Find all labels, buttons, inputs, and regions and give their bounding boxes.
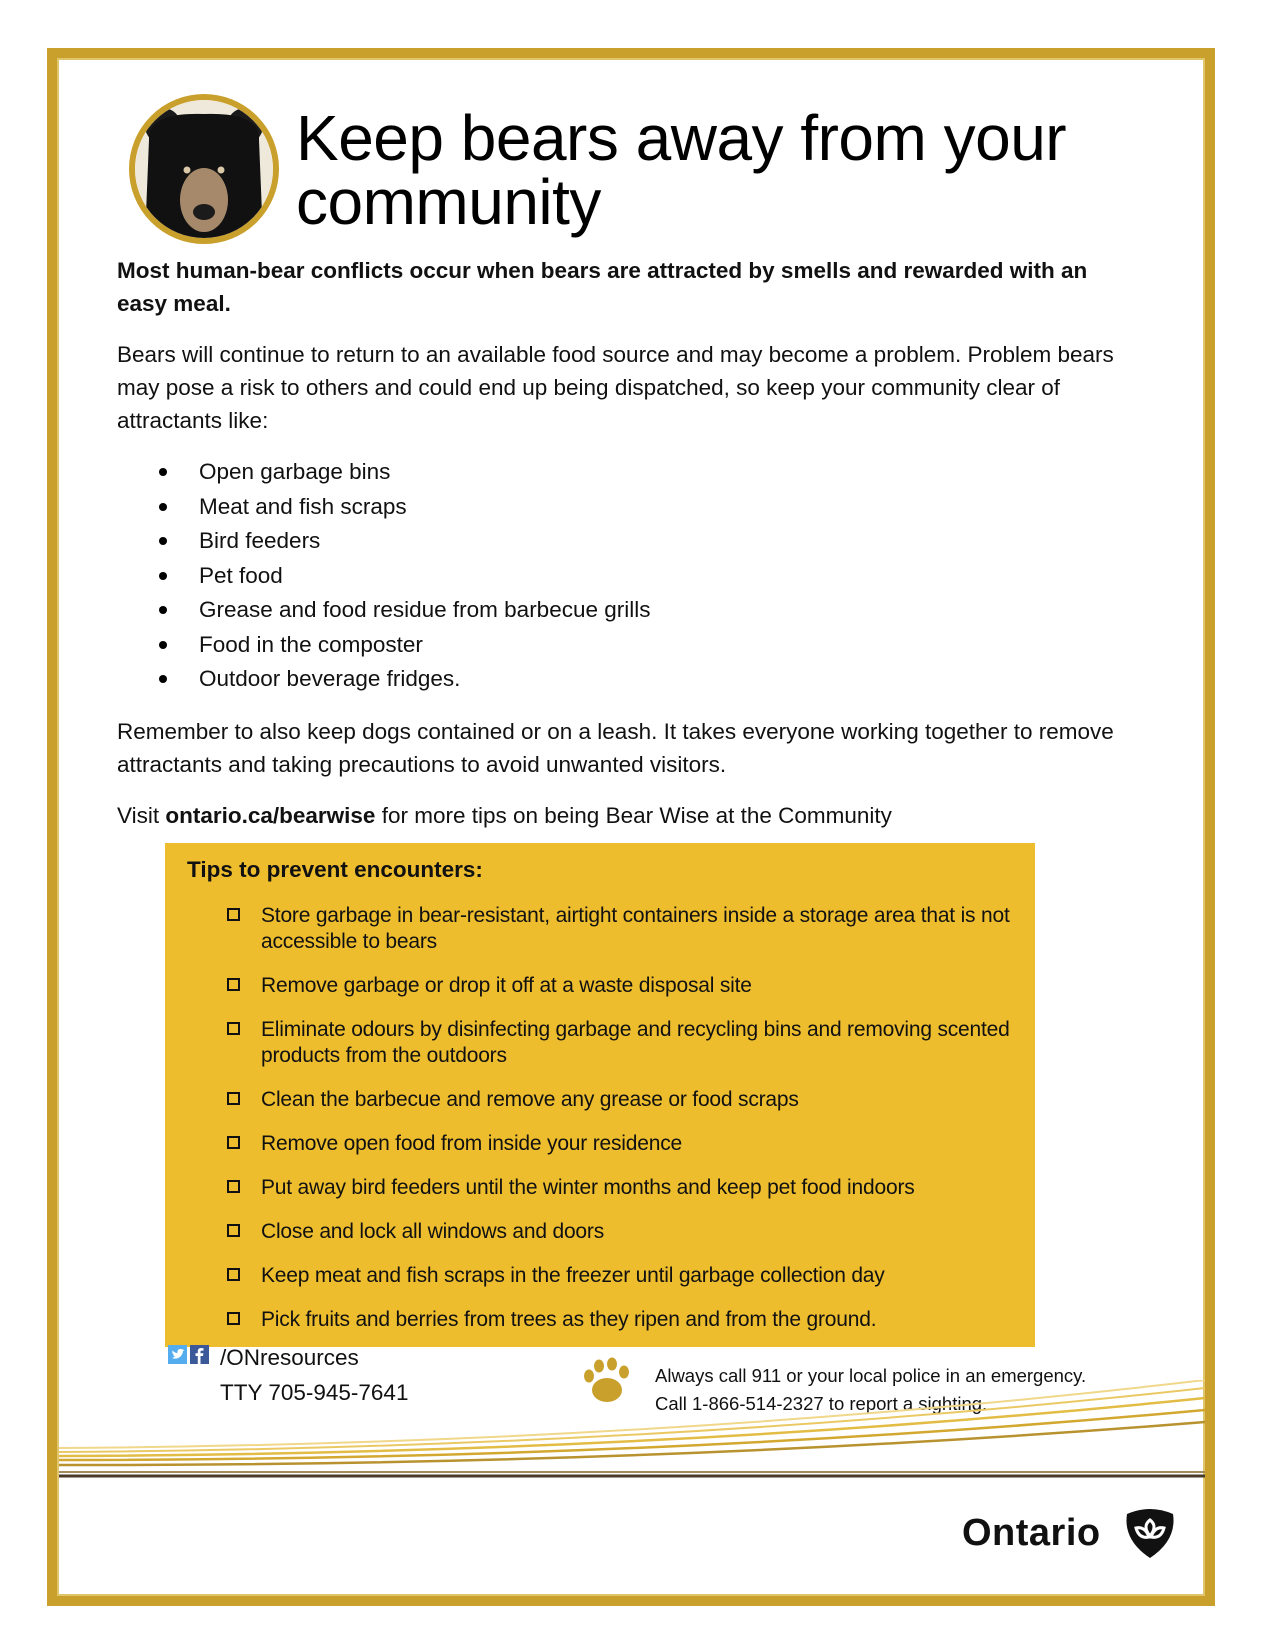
checkbox-icon <box>227 1180 240 1193</box>
checkbox-icon <box>227 1136 240 1149</box>
checkbox-icon <box>227 1022 240 1035</box>
list-item: Outdoor beverage fridges. <box>117 662 1127 697</box>
list-item: Pet food <box>117 559 1127 594</box>
checklist-item: Store garbage in bear-resistant, airtight containers inside a storage area that is not accessible to bears <box>227 903 1017 955</box>
intro-paragraph: Bears will continue to return to an available food source and may become a problem. Problem bears may pose a risk to others and could end up being dispatched, so keep your community clear of attractants like: <box>117 342 1114 433</box>
checklist-item: Keep meat and fish scraps in the freezer until garbage collection day <box>227 1263 1017 1289</box>
twitter-icon[interactable] <box>168 1345 187 1364</box>
checklist-item: Clean the barbecue and remove any grease or food scraps <box>227 1087 1017 1113</box>
list-item: Food in the composter <box>117 628 1127 663</box>
reminder-paragraph: Remember to also keep dogs contained or on a leash. It takes everyone working together to remove attractants and taking precautions to avoid unwanted visitors. <box>117 718 1114 777</box>
tips-box <box>165 843 1035 1347</box>
lead-paragraph: Most human-bear conflicts occur when bears are attracted by smells and rewarded with an easy meal. <box>117 258 1088 316</box>
checklist-item: Pick fruits and berries from trees as they ripen and from the ground. <box>227 1307 1017 1333</box>
list-item: Meat and fish scraps <box>117 490 1127 525</box>
checklist-item: Remove open food from inside your residence <box>227 1131 1017 1157</box>
bear-face-icon <box>135 100 273 238</box>
bearwise-link[interactable]: ontario.ca/bearwise <box>165 802 376 828</box>
decorative-swoosh <box>59 1380 1205 1490</box>
checklist-item: Eliminate odours by disinfecting garbage and recycling bins and removing scented products from the outdoors <box>227 1017 1017 1069</box>
tty-number: TTY 705-945-7641 <box>220 1380 409 1405</box>
checkbox-icon <box>227 908 240 921</box>
social-handle[interactable]: /ONresources <box>220 1345 359 1370</box>
attractants-list <box>117 455 1127 697</box>
bear-photo <box>129 94 279 244</box>
checkbox-icon <box>227 978 240 991</box>
list-item: Open garbage bins <box>117 455 1127 490</box>
checkbox-icon <box>227 1224 240 1237</box>
checkbox-icon <box>227 1092 240 1105</box>
checklist-item: Put away bird feeders until the winter months and keep pet food indoors <box>227 1175 1017 1201</box>
visit-paragraph: Visit ontario.ca/bearwise for more tips on being Bear Wise at the Community <box>117 802 892 828</box>
ontario-wordmark: Ontario <box>962 1512 1101 1554</box>
tips-title: Tips to prevent encounters: <box>187 857 483 882</box>
list-item: Grease and food residue from barbecue grills <box>117 593 1127 628</box>
bullet-icon <box>159 606 167 614</box>
checklist-item: Remove garbage or drop it off at a waste disposal site <box>227 973 1017 999</box>
tips-checklist <box>227 903 1017 1351</box>
bullet-icon <box>159 503 167 511</box>
list-item: Bird feeders <box>117 524 1127 559</box>
emergency-line: Always call 911 or your local police in an emergency. <box>655 1365 1087 1386</box>
checkbox-icon <box>227 1312 240 1325</box>
sighting-line: Call 1-866-514-2327 to report a sighting. <box>655 1393 988 1414</box>
bullet-icon <box>159 537 167 545</box>
checkbox-icon <box>227 1268 240 1281</box>
bullet-icon <box>159 572 167 580</box>
page-title: Keep bears away from your community <box>296 102 1067 238</box>
bullet-icon <box>159 675 167 683</box>
bullet-icon <box>159 641 167 649</box>
facebook-icon[interactable] <box>190 1345 209 1364</box>
main-content <box>117 254 1127 850</box>
ontario-trillium-icon <box>1123 1506 1177 1560</box>
checklist-item: Close and lock all windows and doors <box>227 1219 1017 1245</box>
bullet-icon <box>159 468 167 476</box>
